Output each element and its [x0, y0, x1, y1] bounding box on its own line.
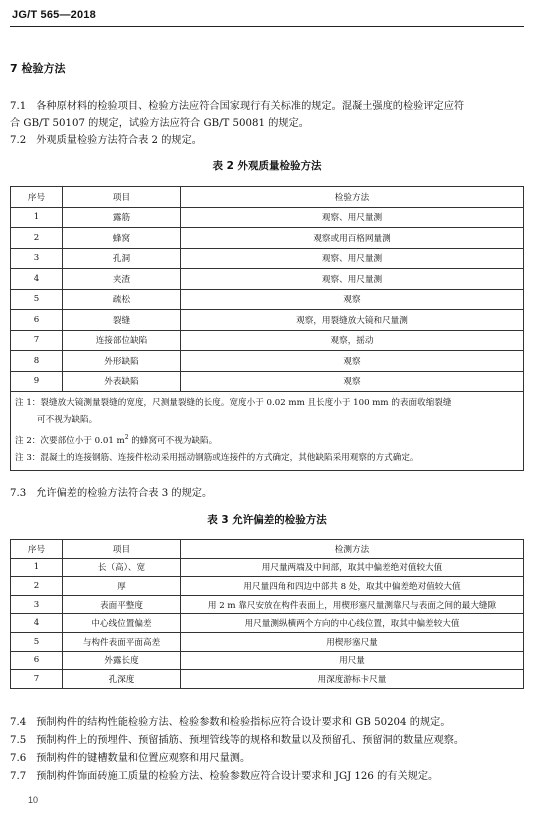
para-number: 7.5	[10, 735, 27, 746]
table-row	[11, 651, 524, 670]
page-number: 10	[28, 795, 39, 805]
item-cell: 夹渣	[63, 269, 181, 290]
para-number: 7.7	[10, 771, 27, 782]
item-cell: 中心线位置偏差	[63, 614, 181, 633]
table-row	[11, 351, 524, 372]
para-number: 7.2	[10, 135, 27, 146]
header-cell: 项目	[63, 540, 181, 559]
table-header-row	[11, 540, 524, 559]
table-row	[11, 577, 524, 596]
table2-caption: 表 2 外观质量检验方法	[212, 160, 322, 172]
method-cell: 观察、用尺量测	[181, 269, 524, 290]
row-number-cell: 6	[11, 651, 63, 670]
note-2	[15, 429, 519, 450]
para-number: 7.3	[10, 488, 27, 499]
para-text: 各种原材料的检验项目、检验方法应符合国家现行有关标准的规定。混凝土强度的检验评定应符	[36, 101, 465, 112]
table-row	[11, 670, 524, 689]
header-cell: 序号	[11, 540, 63, 559]
item-cell: 疏松	[63, 289, 181, 310]
item-cell: 厚	[63, 577, 181, 596]
section-title: 7 检验方法	[10, 62, 66, 75]
para-text: 预制构件上的预埋件、预留插筋、预埋管线等的规格和数量以及预留孔、预留洞的数量应观察。	[36, 735, 465, 746]
method-cell: 观察	[181, 371, 524, 392]
table-notes-row	[11, 392, 524, 471]
tolerance-method-table	[10, 539, 524, 689]
para-text-cont: 合 GB/T 50107 的规定，试验方法应符合 GB/T 50081 的规定。	[10, 118, 309, 129]
header-cell: 检验方法	[181, 187, 524, 208]
table-row	[11, 558, 524, 577]
header-cell: 项目	[63, 187, 181, 208]
row-number-cell: 2	[11, 228, 63, 249]
para-7-6	[10, 750, 524, 767]
para-number: 7.1	[10, 101, 27, 112]
table-row	[11, 614, 524, 633]
header-cell: 序号	[11, 187, 63, 208]
table-row	[11, 228, 524, 249]
para-7-7	[10, 768, 524, 785]
table-row	[11, 632, 524, 651]
table-notes	[11, 392, 524, 471]
para-text: 外观质量检验方法符合表 2 的规定。	[36, 135, 202, 146]
note-1: 注 1：裂缝放大镜测量裂缝的宽度，尺测量裂缝的长度。宽度小于 0.02 mm 且长度小于 100 mm 的表面收缩裂缝	[15, 398, 452, 408]
method-cell: 观察或用百格网量测	[181, 228, 524, 249]
header-cell: 检测方法	[181, 540, 524, 559]
para-number: 7.6	[10, 753, 27, 764]
table-row	[11, 330, 524, 351]
row-number-cell: 5	[11, 289, 63, 310]
method-cell: 观察，摇动	[181, 330, 524, 351]
item-cell: 外形缺陷	[63, 351, 181, 372]
row-number-cell: 2	[11, 577, 63, 596]
standard-code: JG/T 565—2018	[12, 9, 96, 21]
row-number-cell: 1	[11, 207, 63, 228]
item-cell: 连接部位缺陷	[63, 330, 181, 351]
row-number-cell: 1	[11, 558, 63, 577]
item-cell: 外露长度	[63, 651, 181, 670]
method-cell: 用尺量两端及中间部，取其中偏差绝对值较大值	[181, 558, 524, 577]
method-cell: 观察	[181, 289, 524, 310]
method-cell: 观察、用尺量测	[181, 207, 524, 228]
para-text: 预制构件的键槽数量和位置应观察和用尺量测。	[36, 753, 251, 764]
table-row	[11, 207, 524, 228]
row-number-cell: 6	[11, 310, 63, 331]
row-number-cell: 3	[11, 248, 63, 269]
item-cell: 外表缺陷	[63, 371, 181, 392]
note-3: 注 3：混凝土的连接钢筋、连接件松动采用摇动钢筋或连接件的方式确定，其他缺陷采用观察的方式确定。	[15, 452, 419, 463]
appearance-quality-table	[10, 186, 524, 471]
row-number-cell: 4	[11, 614, 63, 633]
note-2-sup: 2	[124, 434, 129, 441]
item-cell: 与构件表面平面高差	[63, 632, 181, 651]
row-number-cell: 4	[11, 269, 63, 290]
method-cell: 用尺量	[181, 651, 524, 670]
item-cell: 露筋	[63, 207, 181, 228]
method-cell: 用楔形塞尺量	[181, 632, 524, 651]
method-cell: 用深度游标卡尺量	[181, 670, 524, 689]
method-cell: 观察，用裂缝放大镜和尺量测	[181, 310, 524, 331]
para-7-1	[10, 98, 524, 132]
note-2-text-end: 的蜂窝可不视为缺陷。	[128, 435, 218, 446]
method-cell: 用尺量测纵横两个方向的中心线位置，取其中偏差较大值	[181, 614, 524, 633]
row-number-cell: 8	[11, 351, 63, 372]
para-7-5	[10, 732, 524, 749]
method-cell: 用 2 m 靠尺安放在构件表面上，用楔形塞尺量测靠尺与表面之间的最大缝隙	[181, 595, 524, 614]
method-cell: 观察	[181, 351, 524, 372]
method-cell: 用尺量四角和四边中部共 8 处，取其中偏差绝对值较大值	[181, 577, 524, 596]
item-cell: 孔深度	[63, 670, 181, 689]
note-2-text: 注 2：次要部位小于 0.01 m	[15, 435, 125, 446]
item-cell: 蜂窝	[63, 228, 181, 249]
table-row	[11, 595, 524, 614]
item-cell: 表面平整度	[63, 595, 181, 614]
table-row	[11, 310, 524, 331]
para-7-2	[10, 132, 524, 149]
table-row	[11, 289, 524, 310]
table-row	[11, 269, 524, 290]
para-text: 预制构件的结构性能检验方法、检验参数和检验指标应符合设计要求和 GB 50204 的规定。	[36, 717, 451, 728]
method-cell: 观察、用尺量测	[181, 248, 524, 269]
para-7-3	[10, 485, 524, 502]
table-header-row	[11, 187, 524, 208]
item-cell: 孔洞	[63, 248, 181, 269]
note-1-cont: 可不视为缺陷。	[37, 415, 98, 425]
row-number-cell: 3	[11, 595, 63, 614]
row-number-cell: 5	[11, 632, 63, 651]
row-number-cell: 7	[11, 670, 63, 689]
table-row	[11, 371, 524, 392]
para-7-4	[10, 714, 524, 731]
para-number: 7.4	[10, 717, 27, 728]
table3-caption: 表 3 允许偏差的检验方法	[207, 514, 327, 526]
table-row	[11, 248, 524, 269]
item-cell: 长（高）、宽	[63, 558, 181, 577]
para-text: 允许偏差的检验方法符合表 3 的规定。	[36, 488, 213, 499]
header-rule	[10, 26, 524, 27]
row-number-cell: 9	[11, 371, 63, 392]
para-text: 预制构件饰面砖施工质量的检验方法、检验参数应符合设计要求和 JGJ 126 的有关规定。	[36, 771, 439, 782]
item-cell: 裂缝	[63, 310, 181, 331]
row-number-cell: 7	[11, 330, 63, 351]
